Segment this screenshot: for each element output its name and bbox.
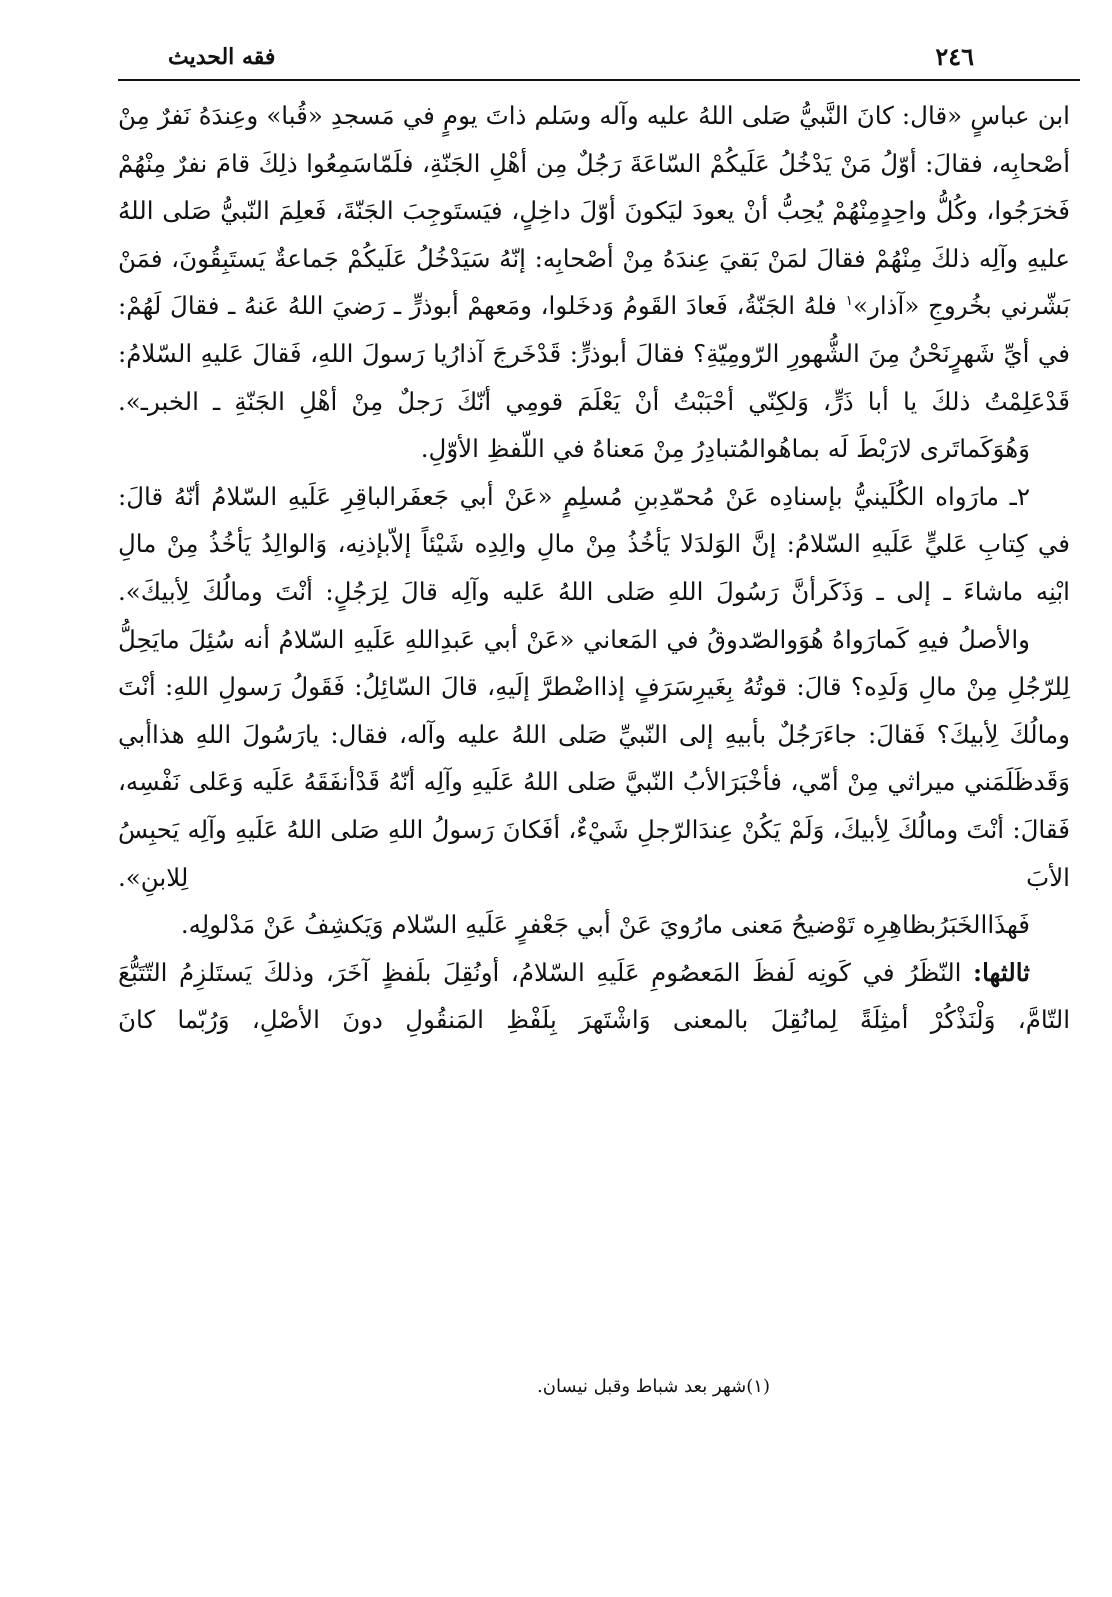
paragraph-asl: والأصلُ فيهِ كَمارَواهُ هُوَوالصّدوقُ في المَعاني «عَنْ أبي عَبدِاللهِ عَلَيهِ السّلامُ أنه سُئِلَ مايَحِلُّ لِلرّجُلِ مِنْ مالِ وَلَدِه؟ قالَ: قوتُهُ بِغَيرِسَرَفٍ إذااضْطرَّ إلَيهِ، قالَ السّائِلُ: فَقَولُ رَسولِ اللهِ: أنْتَ ومالُكَ لِأبيكَ؟ فَقالَ: جاءَرَجُلٌ بأبيهِ إلى النّبيِّ صَلى اللهُ عليه وآله، فقال: يارَسُولَ اللهِ هذاأبي وَقَدظَلَمَني ميراثي مِنْ أمّي، فأخْبَرَالأبُ النّبيَّ صَلى اللهُ عَلَيهِ وآلِه أنّهُ قَدْأنفَقَهُ عَلَيه وَعَلى نَفْسِه، فَقالَ: أنْتَ ومالُكَ لِأبيكَ، وَلَمْ يَكُنْ عِندَالرّجلِ شَيْءٌ، أفَكانَ رَسولُ اللهِ صَلى اللهُ عَلَيهِ وآلِه يَحبِسُ الأبَ لِلابنِ». [118,624,1070,892]
footnote: (١)شهر بعد شباط وقبل نيسان. [537,1376,770,1397]
paragraph-text: فلهُ الجَنّةُ، فَعادَ القَومُ وَدخَلوا، ومَعهمْ أبوذرٍّ ـ رَضيَ اللهُ عَنهُ ـ فقالَ لَهُمْ: في أيِّ شَهرٍنَحْنُ مِنَ الشُّهورِ الرّومِيّةِ؟ فقالَ أبوذرٍّ: قَدْخَرجَ آذارُيا رَسولَ اللهِ، فَقالَ عَليهِ السّلامُ: قَدْعَلِمْتُ ذلكَ يا أبا ذَرٍّ، وَلكِنّي أحْبَبْتُ أنْ يَعْلَمَ قومِي أنّكَ رَجلٌ مِنْ أهْلِ الجَنّةِ ـ الخبرـ». [118,291,1070,416]
paragraph-text: النّظَرُ في كَونِه لَفظَ المَعصُومِ عَلَيهِ السّلامُ، أونُقِلَ بلَفظٍ آخَرَ، وذلكَ يَستَلزِمُ التّتَبُّعَ التّامَّ، وَلْنَذْكُرْ أمثِلَةً لِمانُقِلَ بالمعنى وَاشْتَهرَ بِلَفْظِ المَنقُولِ دونَ الأصْلِ، وَرُبّما كانَ [118,957,1070,1035]
paragraph-third-point [118,949,1070,1044]
paragraph-text: ابن عباسٍ «قال: كانَ النَّبيُّ صَلى اللهُ عليه وآله وسَلم ذاتَ يومٍ في مَسجدِ «قُبا» وعِندَهُ نَفرٌ مِنْ أصْحابِه، فقالَ: أوّلُ مَنْ يَدْخُلُ عَلَيكُمْ السّاعَةَ رَجُلٌ مِن أهْلِ الجَنّةِ، فلَمّاسَمِعُوا ذلِكَ قامَ نفرٌ مِنْهُمْ فَخرَجُوا، وكُلُّ واحِدٍمِنْهُمْ يُحِبُّ أنْ يعودَ ليَكونَ أوّلَ داخِلٍ، فيَستَوجِبَ الجَنّةَ، فَعلِمَ النّبيُّ صَلى اللهُ عليهِ وآلِه ذلكَ مِنْهُمْ فقالَ لمَنْ بَقيَ عِندَهُ مِنْ أصْحابِه: إنّهُ سَيَدْخُلُ عَلَيكُمْ جَماعةٌ يَستَبِقُونَ، فمَنْ بَشّرني بخُروجِ «آذار» [118,101,1071,321]
footnote-marker: ١ [845,293,853,310]
paragraph-explanation: فَهذَاالخَبَرُبظاهِرِه تَوْضيحُ مَعنى مارُويَ عَنْ أبي جَعْفرٍ عَلَيهِ السّلام وَيَكشِفُ عَنْ مَدْلولِه. [180,910,1030,940]
page-header [118,40,1070,80]
page-number: ٢٤٦ [935,42,974,71]
section-lead: ثالثها: [973,957,1030,987]
main-text [118,92,1070,1044]
paragraph-hadith-quba [118,92,1070,425]
header-rule [118,79,1080,81]
running-title: فقه الحديث [168,44,276,70]
paragraph-kulayni: ٢ـ مارَواه الكُلَينيُّ بإسنادِه عَنْ مُحمّدِبنِ مُسلِمٍ «عَنْ أبي جَعفَرالباقِرِ عَلَيهِ السّلامُ أنّهُ قالَ: في كِتابِ عَليٍّ عَلَيهِ السّلامُ: إنَّ الوَلدَلا يَأخُذُ مِنْ مالِ والِدِه شَيْئاً إلاّبإذنِه، وَالوالِدُ يَأخُذُ مِنْ مالِ ابْنِه ماشاءَ ـ إلى ـ وَذَكَرأنَّ رَسُولَ اللهِ صَلى اللهُ عَليه وآلِه قالَ لِرَجُلٍ: أنْتَ ومالُكَ لِأبيكَ». [118,481,1070,606]
paragraph-comment: وَهُوَكَماتَرى لارَبْطَ لَه بماهُوالمُتبادِرُ مِنْ مَعناهُ في اللّفظِ الأوّلِ. [420,434,1030,464]
